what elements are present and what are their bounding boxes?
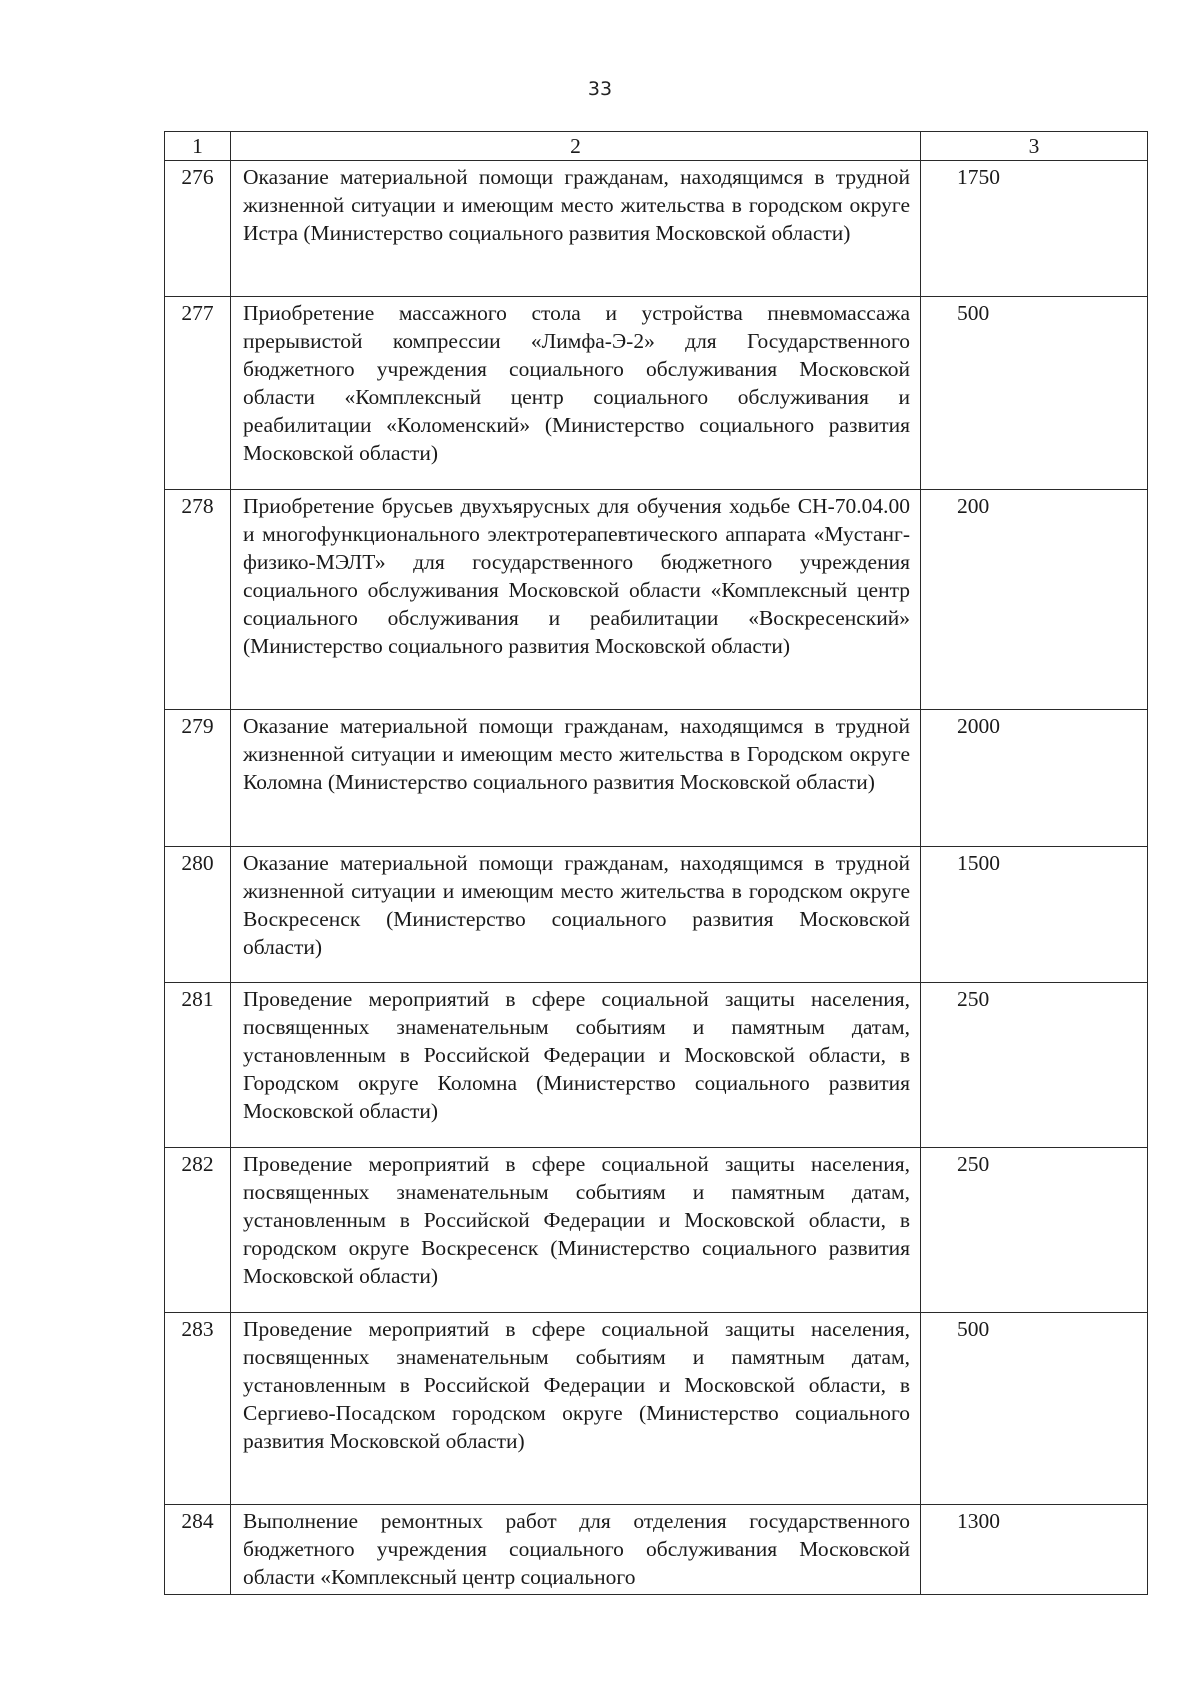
column-header-amount: 3: [921, 132, 1148, 161]
row-description: Оказание материальной помощи гражданам, находящимся в трудной жизненной ситуации и имеющим место жительства в Городском округе Коломна (Министерство социального развития Московской области): [231, 710, 921, 847]
row-description: Проведение мероприятий в сфере социальной защиты населения, посвященных знаменательным событиям и памятным датам, установленным в Российской Федерации и Московской области, в городском округе Воскресенск (Министерство социального развития Московской области): [231, 1148, 921, 1313]
row-amount: 1750: [921, 161, 1148, 297]
allocation-table: [164, 131, 1148, 1595]
table-header-row: [165, 132, 1148, 161]
table-row: [165, 847, 1148, 983]
table-row: [165, 297, 1148, 490]
row-amount: 2000: [921, 710, 1148, 847]
row-description: Выполнение ремонтных работ для отделения государственного бюджетного учреждения социального обслуживания Московской области «Комплексный центр социального: [231, 1505, 921, 1595]
row-number: 277: [165, 297, 231, 490]
row-amount: 500: [921, 297, 1148, 490]
row-description: Приобретение брусьев двухъярусных для обучения ходьбе СН-70.04.00 и многофункционального электротерапевтического аппарата «Мустанг-физико-МЭЛТ» для государственного бюджетного учреждения социального обслуживания Московской области «Комплексный центр социального обслуживания и реабилитации «Воскресенский» (Министерство социального развития Московской области): [231, 490, 921, 710]
row-amount: 1300: [921, 1505, 1148, 1595]
row-description: Приобретение массажного стола и устройства пневмомассажа прерывистой компрессии «Лимфа-Э-2» для Государственного бюджетного учреждения социального обслуживания Московской области «Комплексный центр социального обслуживания и реабилитации «Коломенский» (Министерство социального развития Московской области): [231, 297, 921, 490]
row-amount: 200: [921, 490, 1148, 710]
row-number: 281: [165, 983, 231, 1148]
row-number: 276: [165, 161, 231, 297]
row-description: Оказание материальной помощи гражданам, находящимся в трудной жизненной ситуации и имеющим место жительства в городском округе Воскресенск (Министерство социального развития Московской области): [231, 847, 921, 983]
table-row: [165, 710, 1148, 847]
row-number: 283: [165, 1313, 231, 1505]
column-header-description: 2: [231, 132, 921, 161]
row-amount: 250: [921, 1148, 1148, 1313]
table-row: [165, 983, 1148, 1148]
row-description: Проведение мероприятий в сфере социальной защиты населения, посвященных знаменательным событиям и памятным датам, установленным в Российской Федерации и Московской области, в Городском округе Коломна (Министерство социального развития Московской области): [231, 983, 921, 1148]
row-amount: 250: [921, 983, 1148, 1148]
row-number: 284: [165, 1505, 231, 1595]
table-row: [165, 1505, 1148, 1595]
page-number: 33: [587, 78, 613, 100]
table-row: [165, 161, 1148, 297]
table-row: [165, 490, 1148, 710]
row-number: 278: [165, 490, 231, 710]
row-number: 282: [165, 1148, 231, 1313]
row-amount: 500: [921, 1313, 1148, 1505]
row-number: 279: [165, 710, 231, 847]
row-description: Проведение мероприятий в сфере социальной защиты населения, посвященных знаменательным событиям и памятным датам, установленным в Российской Федерации и Московской области, в Сергиево-Посадском городском округе (Министерство социального развития Московской области): [231, 1313, 921, 1505]
row-description: Оказание материальной помощи гражданам, находящимся в трудной жизненной ситуации и имеющим место жительства в городском округе Истра (Министерство социального развития Московской области): [231, 161, 921, 297]
row-amount: 1500: [921, 847, 1148, 983]
row-number: 280: [165, 847, 231, 983]
table-row: [165, 1148, 1148, 1313]
table-row: [165, 1313, 1148, 1505]
column-header-number: 1: [165, 132, 231, 161]
